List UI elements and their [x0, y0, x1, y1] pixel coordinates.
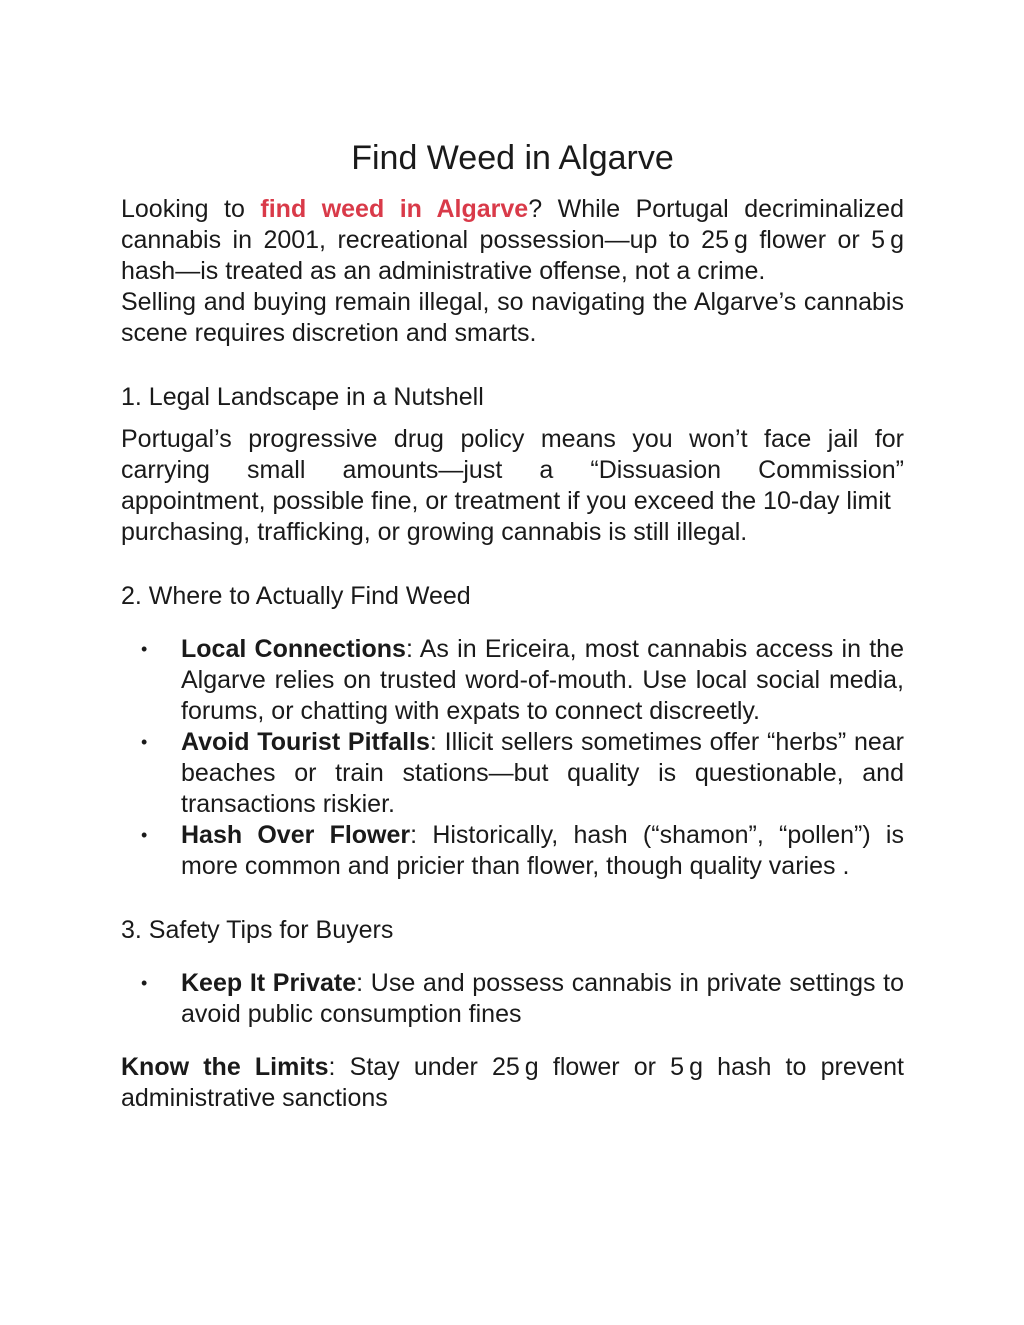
- section-1-body: Portugal’s progressive drug policy means you won’t face jail for carrying small amounts—just a “Dissuasion Commission” appointment, possible fine, or treatment if you exceed the 10-day limit: [121, 425, 904, 515]
- closing-label: Know the Limits: [121, 1053, 329, 1081]
- intro-paragraph-2: Selling and buying remain illegal, so navigating the Algarve’s cannabis scene requires discretion and smarts.: [121, 288, 904, 347]
- list-item-label: Avoid Tourist Pitfalls: [181, 728, 430, 756]
- list-item-label: Keep It Private: [181, 969, 357, 997]
- document-page: [121, 136, 904, 1114]
- closing-text: : Stay under 25 g flower or 5 g hash to prevent administrative sanctions: [121, 1053, 904, 1112]
- list-item-text: : Use and possess cannabis in private settings to avoid public consumption fines: [181, 969, 904, 1028]
- section-2-list: [121, 634, 904, 882]
- list-item: [121, 727, 904, 820]
- intro-rest: ? While Portugal decriminalized cannabis in 2001, recreational possession—up to 25 g flower or 5 g hash—is treated as an administrative offense, not a crime.: [121, 195, 904, 285]
- intro-prefix: Looking to: [121, 195, 261, 223]
- section-3-heading: 3. Safety Tips for Buyers: [121, 916, 394, 944]
- list-item: [121, 820, 904, 882]
- section-1-heading: 1. Legal Landscape in a Nutshell: [121, 383, 484, 411]
- bullet-icon: •: [141, 973, 148, 993]
- list-item-text: : Illicit sellers sometimes offer “herbs” near beaches or train stations—but quality is questionable, and transactions riskier.: [181, 728, 904, 818]
- section-2-heading: 2. Where to Actually Find Weed: [121, 582, 471, 610]
- list-item-label: Hash Over Flower: [181, 821, 411, 849]
- bullet-icon: •: [141, 732, 148, 752]
- list-item-text: : As in Ericeira, most cannabis access in the Algarve relies on trusted word-of-mouth. Use local social media, forums, or chatting with expats to connect discreetly.: [181, 635, 904, 725]
- list-item-label: Local Connections: [181, 635, 406, 663]
- section-1-body-2: purchasing, trafficking, or growing cannabis is still illegal.: [121, 518, 748, 546]
- list-item: [121, 968, 904, 1030]
- closing-paragraph: [121, 1052, 904, 1114]
- intro-paragraph: [121, 194, 904, 287]
- intro-highlight-link: find weed in Algarve: [260, 195, 529, 223]
- section-3-list: [121, 968, 904, 1030]
- bullet-icon: •: [141, 639, 148, 659]
- list-item: [121, 634, 904, 727]
- list-item-text: : Historically, hash (“shamon”, “pollen”) is more common and pricier than flower, though quality varies .: [181, 821, 904, 880]
- bullet-icon: •: [141, 825, 148, 845]
- page-title: Find Weed in Algarve: [351, 139, 674, 177]
